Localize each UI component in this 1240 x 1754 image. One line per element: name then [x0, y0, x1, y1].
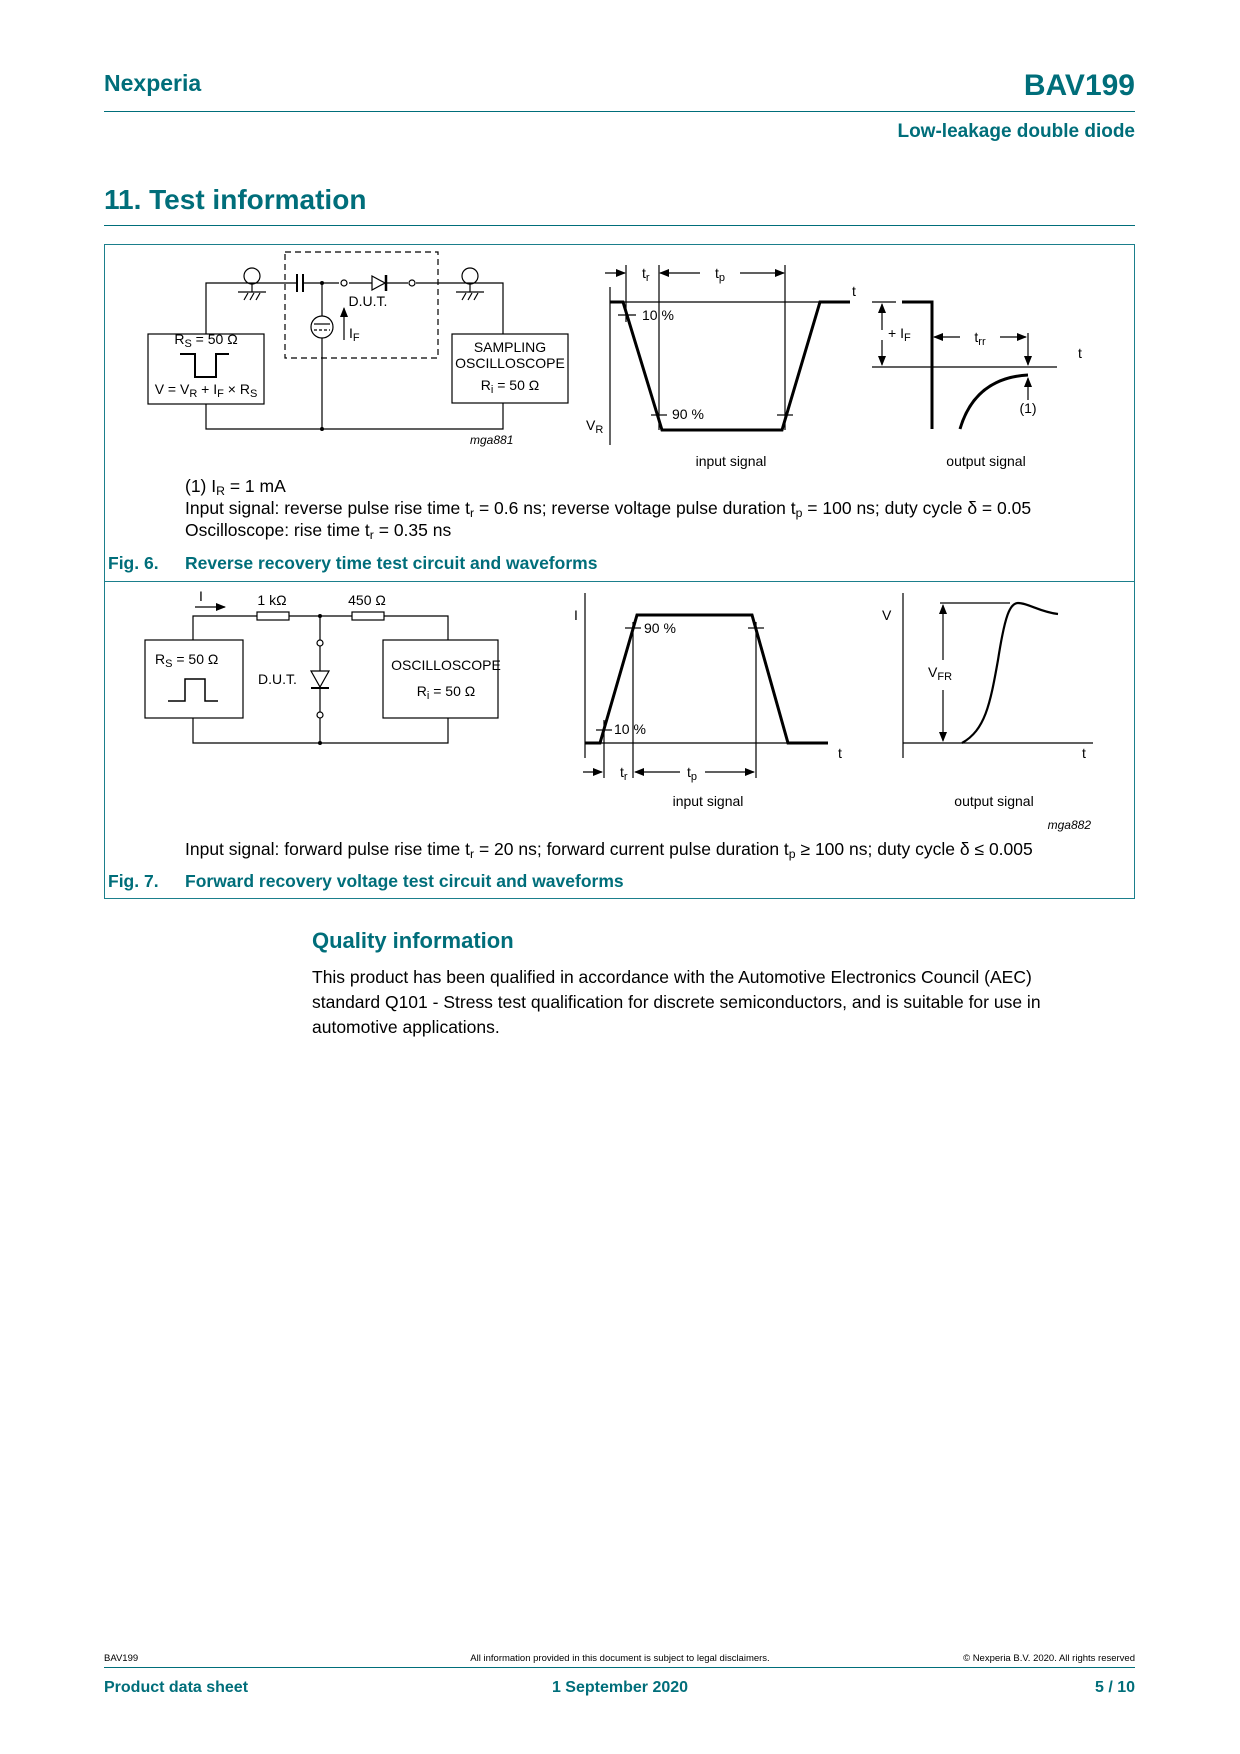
- text-segment: p: [690, 770, 698, 783]
- text-segment: i: [490, 383, 494, 396]
- text-segment: S: [184, 337, 192, 350]
- brand-name: Nexperia: [104, 70, 202, 96]
- figure-code: mga882: [1047, 818, 1091, 832]
- current-label: I: [199, 588, 203, 604]
- positive-pulse-icon: [168, 679, 218, 701]
- text-segment: = 1 mA: [224, 476, 286, 496]
- text-segment: r: [470, 847, 475, 861]
- text-segment: t: [642, 265, 646, 281]
- text-segment: t: [686, 764, 691, 780]
- text-segment: rr: [978, 335, 986, 348]
- quality-line: This product has been qualified in accordance with the Automotive Electronics Council (AEC): [312, 967, 1032, 987]
- output-step: [902, 302, 932, 429]
- r2-label: 450 Ω: [348, 592, 386, 608]
- text-segment: F: [903, 331, 911, 344]
- t-axis-label: t: [1082, 745, 1086, 761]
- text-segment: r: [470, 506, 475, 520]
- tp-label: [687, 764, 697, 783]
- footer-doc-type: Product data sheet: [104, 1679, 249, 1696]
- text-segment: R: [480, 377, 491, 393]
- text-segment: r: [369, 528, 374, 542]
- text-segment: F: [352, 331, 360, 344]
- text-segment: S: [249, 387, 258, 400]
- text-segment: = 0.35 ns: [373, 520, 452, 540]
- bottom-wire: [206, 403, 503, 429]
- scope-ri-label: [481, 377, 539, 396]
- text-segment: FR: [937, 670, 953, 683]
- footer-copyright: © Nexperia B.V. 2020. All rights reserved: [963, 1653, 1135, 1664]
- oscilloscope-box: [383, 640, 498, 718]
- fig6-circuit: [148, 252, 568, 447]
- fig7-title: Forward recovery voltage test circuit and waveforms: [185, 871, 624, 891]
- resistor-450-icon: [352, 612, 384, 620]
- fig6-input-waveform: [586, 265, 856, 469]
- vfr-label: [928, 664, 952, 683]
- input-signal-caption: input signal: [695, 453, 767, 469]
- text-segment: r: [645, 271, 650, 284]
- i-axis-label: I: [574, 607, 578, 623]
- dut-label: D.U.T.: [348, 293, 388, 309]
- text-segment: t: [714, 265, 719, 281]
- figure-code: mga881: [470, 433, 514, 447]
- source-voltage-equation: [155, 381, 258, 400]
- t-axis-label: t: [1078, 345, 1082, 361]
- part-number: BAV199: [1023, 69, 1135, 102]
- fig7-label: Fig. 7.: [108, 871, 159, 891]
- text-segment: p: [718, 271, 726, 284]
- text-segment: R: [416, 683, 427, 699]
- text-segment: p: [788, 847, 796, 861]
- quality-line: automotive applications.: [312, 1017, 500, 1037]
- output-signal-caption: output signal: [946, 453, 1026, 469]
- text-segment: V: [928, 664, 938, 680]
- text-segment: R: [595, 423, 604, 436]
- quality-paragraph: [312, 965, 1041, 1040]
- ten-percent-label: 10 %: [614, 721, 646, 737]
- text-segment: R: [216, 484, 225, 498]
- output-signal-caption: output signal: [954, 793, 1034, 809]
- fig7-input-waveform: [574, 593, 842, 809]
- quality-title: Quality information: [312, 928, 514, 953]
- negative-pulse-icon: [180, 354, 229, 377]
- current-source-icon: [311, 316, 333, 338]
- coax-ground-left-icon: [238, 268, 266, 300]
- rs-label: [155, 651, 218, 670]
- tp-label: [715, 265, 725, 284]
- t-axis-label: t: [838, 745, 842, 761]
- capacitor-icon: [297, 274, 303, 292]
- footer-date: 1 September 2020: [551, 1679, 689, 1696]
- text-segment: R: [155, 651, 166, 667]
- text-segment: S: [165, 657, 173, 670]
- fig6-note-2: [185, 497, 1031, 519]
- text-segment: + I: [888, 325, 904, 341]
- fig6-title: Reverse recovery time test circuit and waveforms: [185, 553, 598, 573]
- input-signal-caption: input signal: [672, 793, 744, 809]
- fig7-output-waveform: [882, 593, 1093, 809]
- text-segment: F: [217, 387, 224, 400]
- text-segment: Oscilloscope: rise time t: [185, 520, 370, 540]
- fig6-note-1: [185, 475, 286, 497]
- text-segment: r: [623, 770, 628, 783]
- fig6-note-3: [185, 519, 451, 541]
- text-segment: (1) I: [185, 476, 217, 496]
- note-ref-label: (1): [1019, 400, 1037, 416]
- footer-part: BAV199: [104, 1653, 139, 1664]
- resistor-1k-icon: [257, 612, 289, 620]
- scope-label-line2: OSCILLOSCOPE: [455, 355, 565, 371]
- text-segment: V = V: [154, 381, 190, 397]
- text-segment: × R: [223, 381, 250, 397]
- text-segment: p: [795, 506, 803, 520]
- text-segment: V: [586, 417, 596, 433]
- scope-label-line1: SAMPLING: [473, 339, 547, 355]
- text-segment: i: [426, 689, 430, 702]
- footer-page-number: 5 / 10: [1094, 1679, 1135, 1696]
- fig6-label: Fig. 6.: [108, 553, 159, 573]
- text-segment: = 50 Ω: [429, 683, 476, 699]
- ninety-percent-label: 90 %: [644, 620, 676, 636]
- tr-label: [642, 265, 650, 284]
- text-segment: = 50 Ω: [191, 331, 238, 347]
- doc-subtitle: Low-leakage double diode: [897, 121, 1135, 142]
- v-axis-label: V: [882, 607, 892, 623]
- diode-icon: [311, 671, 329, 688]
- ten-percent-label: 10 %: [642, 307, 674, 323]
- text-segment: Input signal: reverse pulse rise time t: [185, 498, 470, 518]
- text-segment: + I: [197, 381, 218, 397]
- footer-disclaimer: All information provided in this document is subject to legal disclaimers.: [470, 1653, 770, 1664]
- text-segment: = 50 Ω: [493, 377, 540, 393]
- text-segment: t: [620, 764, 624, 780]
- scope-label: OSCILLOSCOPE: [391, 657, 501, 673]
- text-segment: t: [974, 329, 979, 345]
- trr-label: [974, 329, 986, 348]
- text-segment: I: [349, 325, 353, 341]
- text-segment: R: [189, 387, 198, 400]
- text-segment: Input signal: forward pulse rise time t: [185, 839, 470, 859]
- rs-label: [174, 331, 237, 350]
- section-title: 11. Test information: [104, 184, 367, 215]
- tr-label: [620, 764, 628, 783]
- if-label: [349, 325, 360, 344]
- dut-label: D.U.T.: [258, 671, 297, 687]
- scope-ri-label: [417, 683, 475, 702]
- r1-label: 1 kΩ: [257, 592, 287, 608]
- footer-rule: [104, 1667, 1135, 1668]
- vr-label: [586, 417, 603, 436]
- quality-line: standard Q101 - Stress test qualification for discrete semiconductors, and is suitable for use in: [312, 992, 1041, 1012]
- fig6-output-waveform: [872, 302, 1082, 469]
- recovery-curve: [960, 375, 1028, 429]
- text-segment: ≥ 100 ns; duty cycle δ ≤ 0.005: [795, 839, 1033, 859]
- text-segment: = 50 Ω: [172, 651, 219, 667]
- fig7-note: [185, 838, 1033, 860]
- text-segment: = 100 ns; duty cycle δ = 0.05: [802, 498, 1032, 518]
- fig7-circuit: [145, 588, 501, 745]
- forward-recovery-curve: [962, 603, 1058, 743]
- text-segment: = 20 ns; forward current pulse duration t: [474, 839, 789, 859]
- t-axis-label: t: [852, 283, 856, 299]
- text-segment: = 0.6 ns; reverse voltage pulse duration t: [474, 498, 796, 518]
- plus-if-label: [888, 325, 911, 344]
- ninety-percent-label: 90 %: [672, 406, 704, 422]
- diode-icon: [372, 275, 386, 291]
- text-segment: R: [174, 331, 185, 347]
- coax-ground-right-icon: [456, 268, 484, 300]
